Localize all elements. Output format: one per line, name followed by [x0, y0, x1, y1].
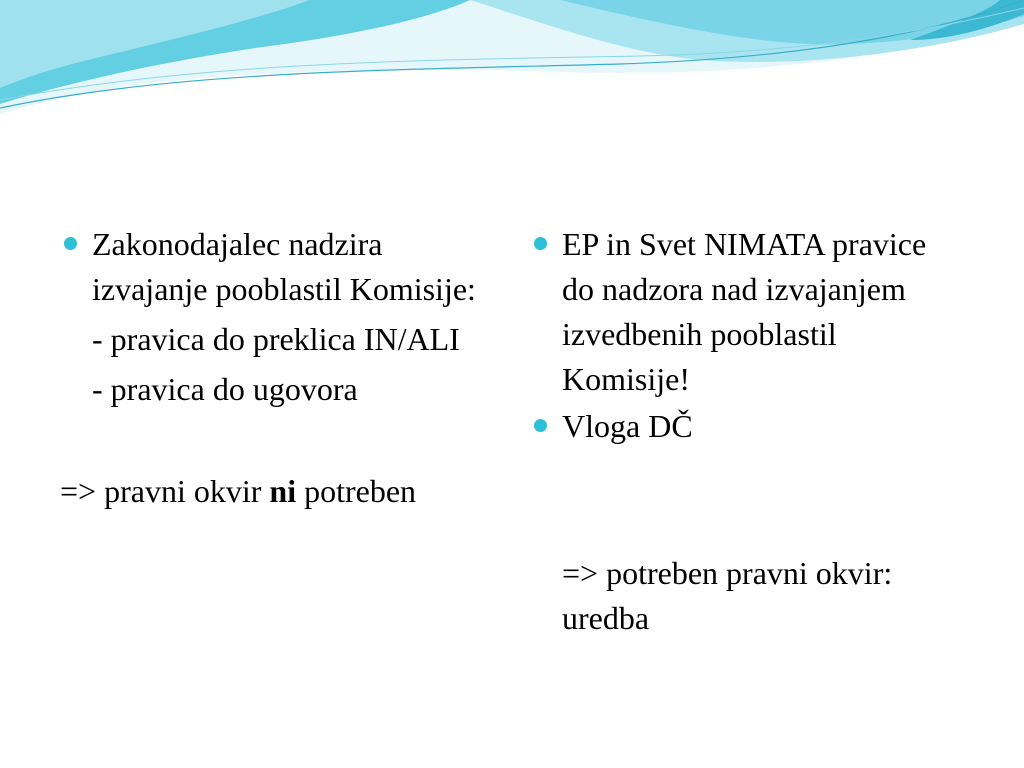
left-sub-item-objection: - pravica do ugovora: [92, 371, 358, 407]
right-bullet-item: [530, 222, 950, 402]
bullet-dot-icon: [534, 419, 547, 432]
left-conclusion-prefix: => pravni okvir: [60, 473, 270, 509]
left-conclusion-suffix: potreben: [296, 473, 417, 509]
left-conclusion: [60, 469, 480, 514]
right-bullet-text: Vloga DČ: [562, 408, 693, 444]
left-conclusion-bold: ni: [269, 473, 297, 509]
right-column: [530, 222, 950, 641]
right-conclusion: => potreben pravni okvir: uredba: [562, 555, 893, 636]
left-bullet-text: Zakonodajalec nadzira izvajanje pooblastil Komisije:: [92, 226, 476, 307]
left-bullet-item: [60, 222, 480, 312]
left-column: [60, 222, 480, 514]
header-wave-decoration: [0, 0, 1024, 130]
bullet-dot-icon: [64, 237, 77, 250]
right-bullet-text: EP in Svet NIMATA pravice do nadzora nad izvajanjem izvedbenih pooblastil Komisije!: [562, 226, 927, 397]
left-sub-item-revocation: - pravica do preklica IN/ALI: [92, 321, 460, 357]
bullet-dot-icon: [534, 237, 547, 250]
right-bullet-item: [530, 404, 950, 449]
